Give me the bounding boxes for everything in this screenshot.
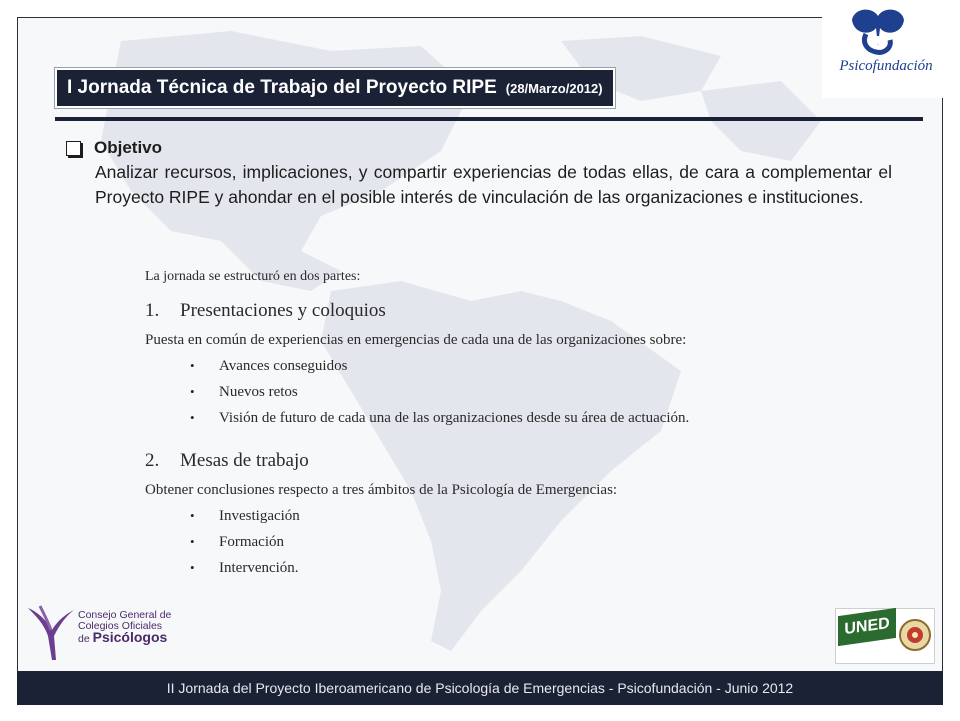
bullet-dot-icon: •: [190, 384, 195, 399]
list-item-text: Visión de futuro de cada una de las organizaciones desde su área de actuación.: [219, 409, 690, 426]
list-item-text: Formación: [219, 533, 284, 550]
section-description: Puesta en común de experiencias en emergencias de cada una de las organizaciones sobre:: [145, 332, 687, 348]
section-bullet-list: [190, 353, 689, 431]
list-item-text: Investigación: [219, 507, 300, 524]
bullet-dot-icon: •: [190, 508, 195, 523]
section-heading-presentaciones: [145, 300, 386, 322]
section-description: Obtener conclusiones respecto a tres ámbitos de la Psicología de Emergencias:: [145, 482, 618, 498]
bullet-dot-icon: •: [190, 358, 195, 373]
section-heading-mesas: [145, 450, 309, 472]
consejo-line-1: Consejo General de: [78, 609, 172, 621]
section-title: Mesas de trabajo: [180, 450, 309, 471]
list-item: [190, 379, 689, 405]
list-item-text: Nuevos retos: [219, 383, 298, 400]
checkbox-icon: [66, 141, 81, 156]
list-item-text: Avances conseguidos: [219, 357, 348, 374]
objective-heading: Objetivo: [94, 138, 163, 157]
consejo-line-3: [78, 629, 171, 645]
list-item: [190, 405, 689, 431]
section-bullet-list: [190, 503, 300, 581]
title-divider: [55, 117, 923, 121]
uned-logo: UNED: [838, 608, 896, 646]
section-number: 1.: [145, 300, 160, 321]
slide-title: I Jornada Técnica de Trabajo del Proyecto RIPE: [67, 77, 497, 98]
slide-title-bar: [55, 68, 615, 108]
bullet-dot-icon: •: [190, 560, 195, 575]
list-item-text: Intervención.: [219, 559, 299, 576]
slide-title-date: (28/Marzo/2012): [505, 80, 603, 96]
list-item: [190, 353, 689, 379]
psicofundacion-emblem-icon: [822, 0, 944, 98]
section-title: Presentaciones y coloquios: [180, 300, 386, 321]
objective-heading-row: [66, 138, 892, 158]
psicofundacion-wordmark: Psicofundación: [839, 58, 933, 74]
intro-text: La jornada se estructuró en dos partes:: [145, 269, 361, 284]
bullet-dot-icon: •: [190, 410, 195, 425]
bullet-dot-icon: •: [190, 534, 195, 549]
psicofundacion-logo: [822, 0, 944, 98]
list-item: [190, 555, 300, 581]
consejo-line-3-prefix: de: [78, 633, 90, 645]
university-seal-icon: [898, 612, 932, 658]
objective-text: Analizar recursos, implicaciones, y compartir experiencias de todas ellas, de cara a complementar el Proyecto RIPE y ahondar en el posible interés de vinculación de las organizaciones e instituciones.: [95, 162, 892, 207]
consejo-psicologos-logo: [78, 610, 171, 645]
consejo-line-3-main: Psicólogos: [92, 629, 168, 645]
objective-block: [66, 138, 892, 210]
consejo-line-2: Colegios Oficiales: [78, 620, 163, 632]
slide-footer: II Jornada del Proyecto Iberoamericano de Psicología de Emergencias - Psicofundación - Junio 2012: [17, 671, 943, 705]
section-number: 2.: [145, 450, 160, 471]
list-item: [190, 529, 300, 555]
list-item: [190, 503, 300, 529]
